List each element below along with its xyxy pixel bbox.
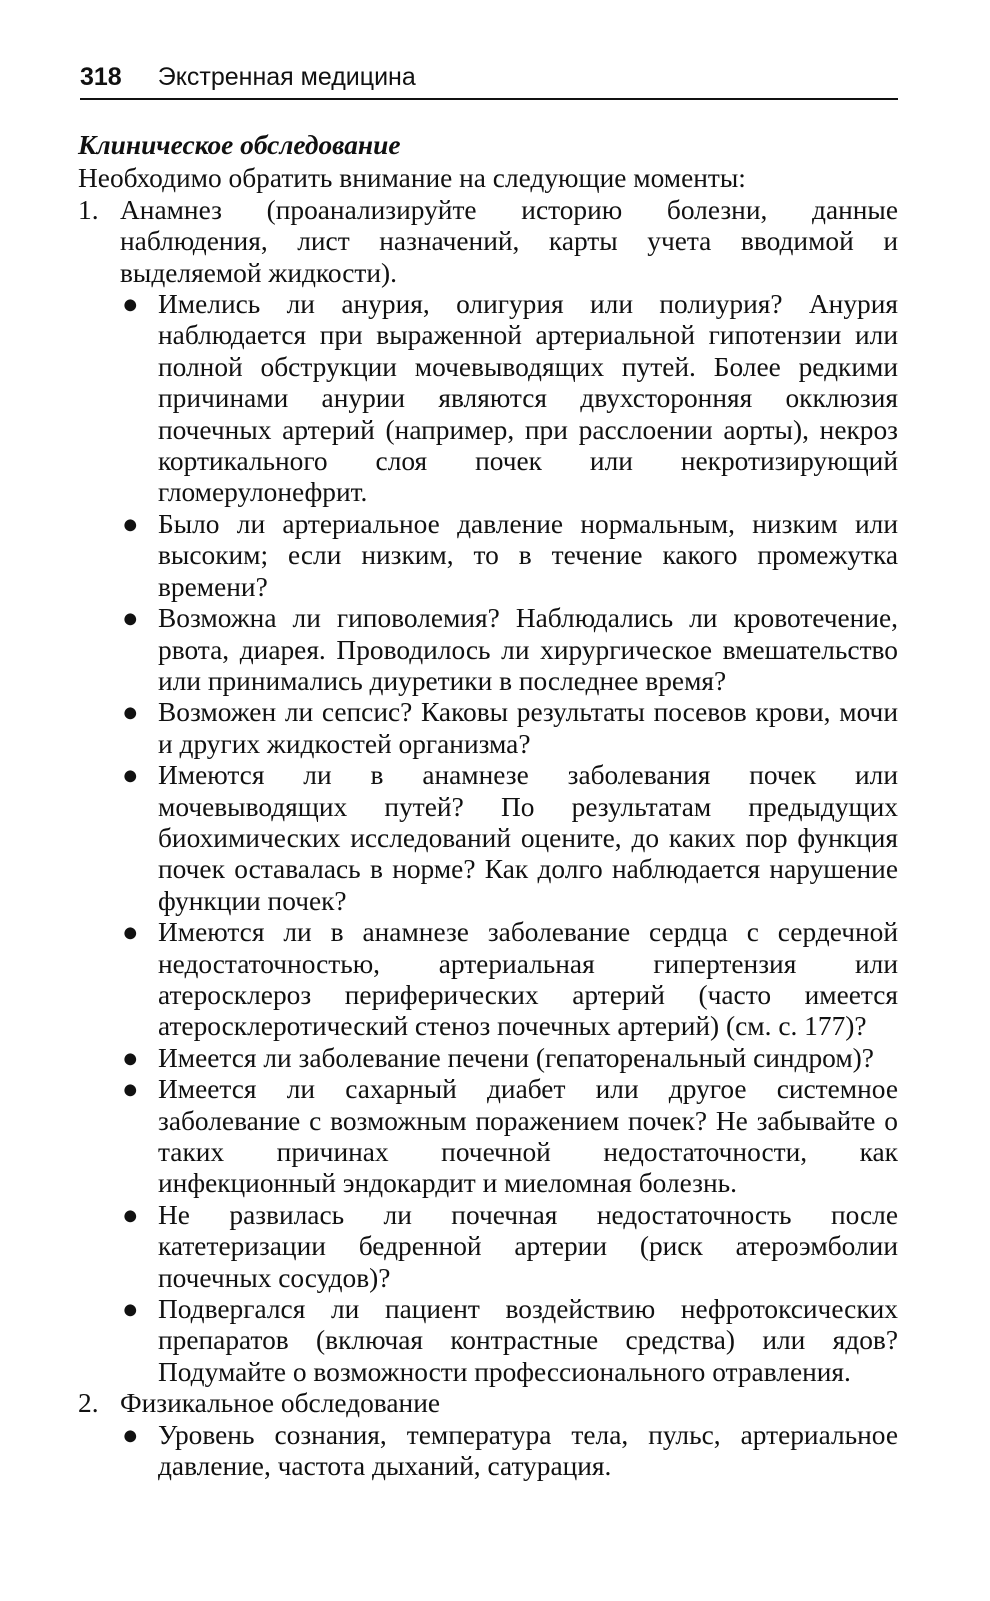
section-intro: Необходимо обратить внимание на следующие моменты: <box>78 163 746 194</box>
numbered-list <box>78 195 898 1483</box>
bullet-item <box>120 1294 898 1388</box>
bullet-text: Имеется ли заболевание печени (гепаторенальный синдром)? <box>158 1042 874 1073</box>
running-head <box>80 58 898 100</box>
bullet-icon: ● <box>122 289 139 320</box>
bullet-item <box>120 697 898 760</box>
bullet-item <box>120 603 898 697</box>
section-heading: Клиническое обследование <box>78 130 401 160</box>
running-head-title: Экстренная медицина <box>157 63 416 91</box>
bullet-item <box>120 1200 898 1294</box>
bullet-icon: ● <box>122 917 139 948</box>
bullet-list <box>120 289 898 1388</box>
page-content <box>78 130 898 1482</box>
list-item-physical-exam <box>78 1388 898 1482</box>
bullet-icon: ● <box>122 1042 139 1073</box>
bullet-text: Уровень сознания, температура тела, пульс, артериальное давление, частота дыханий, сатурация. <box>158 1419 898 1482</box>
bullet-item <box>120 760 898 917</box>
bullet-icon: ● <box>122 603 139 634</box>
bullet-text: Возможна ли гиповолемия? Наблюдались ли кровотечение, рвота, диарея. Проводилось ли хирургическое вмешательство или принимались диуретики в последнее время? <box>158 603 898 696</box>
bullet-icon: ● <box>122 760 139 791</box>
bullet-item <box>120 917 898 1043</box>
bullet-icon: ● <box>122 1199 139 1230</box>
bullet-icon: ● <box>122 697 139 728</box>
bullet-text: Подвергался ли пациент воздействию нефротоксических препаратов (включая контрастные средства) или ядов? Подумайте о возможности профессионального отравления. <box>158 1294 898 1387</box>
page-number: 318 <box>80 63 122 91</box>
bullet-icon: ● <box>122 1294 139 1325</box>
bullet-icon: ● <box>122 508 139 539</box>
item-text: Физикальное обследование <box>120 1388 441 1419</box>
item-text: Анамнез (проанализируйте историю болезни, данные наблюдения, лист назначений, карты учета вводимой и выделяемой жидкости). <box>120 194 898 288</box>
bullet-text: Не развилась ли почечная недостаточность после катетеризации бедренной артерии (риск атероэмболии почечных сосудов)? <box>158 1199 898 1293</box>
bullet-icon: ● <box>122 1419 139 1450</box>
list-item-anamnesis <box>78 195 898 1388</box>
bullet-text: Имелись ли анурия, олигурия или полиурия? Анурия наблюдается при выраженной артериальной гипотензии или полной обструкции мочевыводящих путей. Более редкими причинами анурии являются двухсторонняя окклюзия почечных артерий (например, при расслоении аорты), некроз кортикального слоя почек или некротизирующий гломерулонефрит. <box>158 289 898 508</box>
item-number: 1. <box>78 194 99 225</box>
bullet-text: Имеются ли в анамнезе заболевание сердца с сердечной недостаточностью, артериальная гипертензия или атеросклероз периферических артерий (часто имеется атеросклеротический стеноз почечных артерий) (см. с. 177)? <box>158 917 898 1042</box>
bullet-item <box>120 1043 898 1074</box>
bullet-text: Имеются ли в анамнезе заболевания почек или мочевыводящих путей? По результатам предыдущих биохимических исследований оцените, до каких пор функция почек оставалась в норме? Как долго наблюдается нарушение функции почек? <box>158 760 898 916</box>
bullet-text: Возможен ли сепсис? Каковы результаты посевов крови, мочи и других жидкостей организма? <box>158 697 898 759</box>
bullet-item <box>120 1074 898 1200</box>
bullet-item <box>120 1420 898 1483</box>
bullet-item <box>120 289 898 509</box>
bullet-icon: ● <box>122 1074 139 1105</box>
bullet-text: Было ли артериальное давление нормальным, низким или высоким; если низким, то в течение какого промежутка времени? <box>158 508 898 602</box>
item-number: 2. <box>78 1388 99 1419</box>
bullet-list <box>120 1420 898 1483</box>
bullet-item <box>120 509 898 603</box>
bullet-text: Имеется ли сахарный диабет или другое системное заболевание с возможным поражением почек? Не забывайте о таких причинах почечной недостаточности, как инфекционный эндокардит и миеломная болезнь. <box>158 1074 898 1199</box>
